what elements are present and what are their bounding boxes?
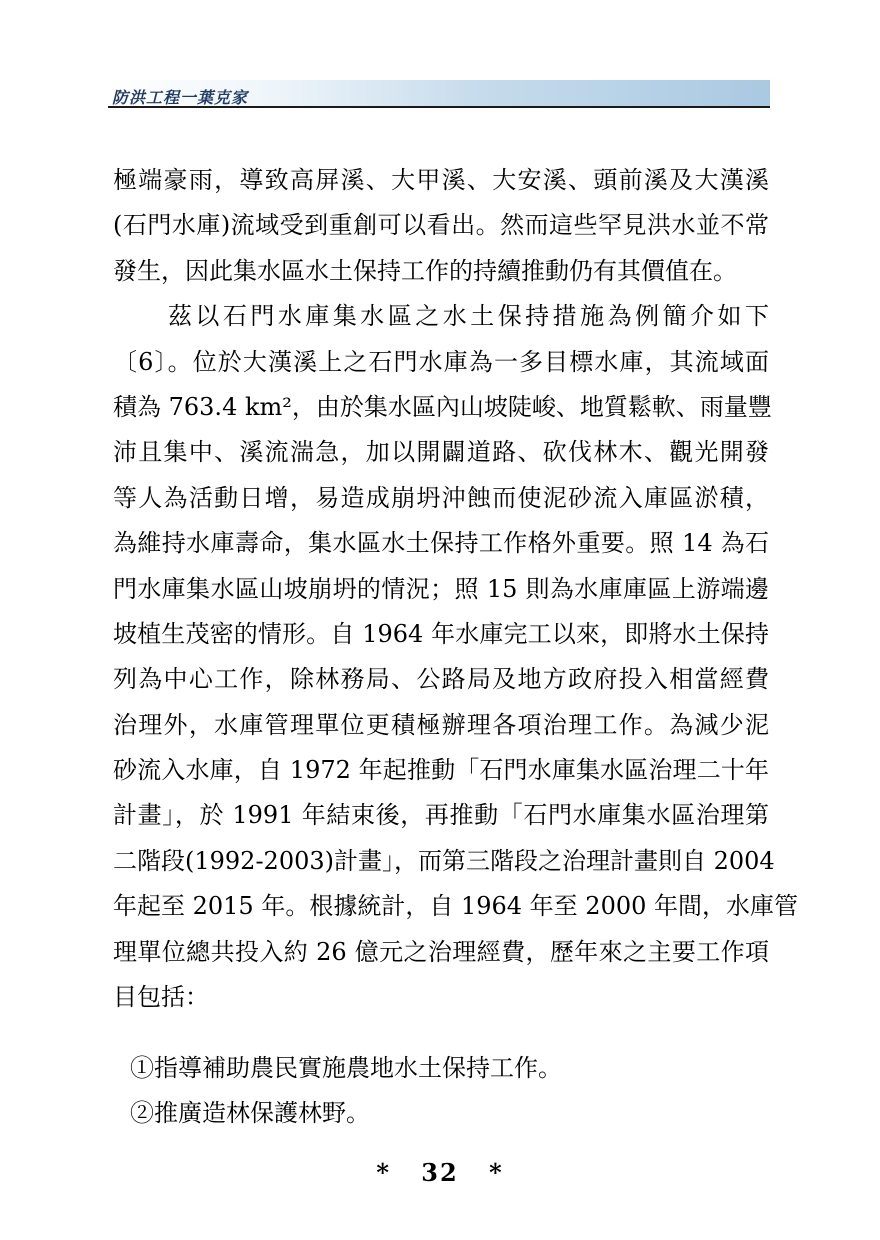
paragraph-line: 發生，因此集水區水土保持工作的持續推動仍有其價值在。 — [113, 256, 737, 285]
paragraph-line: 坡植生茂密的情形。自 1964 年水庫完工以來，即將水土保持 — [113, 619, 769, 648]
list-item: ①指導補助農民實施農地水土保持工作。 — [130, 1054, 562, 1082]
paragraph-line: 等人為活動日增，易造成崩坍沖蝕而使泥砂流入庫區淤積， — [113, 483, 769, 512]
running-header — [108, 80, 770, 108]
page-footer — [0, 1158, 880, 1187]
paragraph-line: 茲以石門水庫集水區之水土保持措施為例簡介如下 — [113, 302, 769, 331]
header-title: 防洪工程一葉克家 — [112, 88, 249, 107]
paragraph-line: 二階段(1992-2003)計畫」，而第三階段之治理計畫則自 2004 — [113, 846, 775, 875]
list-item: ②推廣造林保護林野。 — [130, 1099, 370, 1128]
paragraph-line: 積為 763.4 km²，由於集水區內山坡陡峻、地質鬆軟、雨量豐 — [113, 392, 772, 421]
paragraph-line: 目包括： — [113, 983, 209, 1012]
paragraph-line: 門水庫集水區山坡崩坍的情況；照 15 則為水庫庫區上游端邊 — [113, 574, 769, 603]
paragraph-line: 〔6〕。位於大漢溪上之石門水庫為一多目標水庫，其流域面 — [113, 347, 769, 376]
body-text — [113, 158, 799, 1020]
page-number: 32 — [421, 1158, 459, 1187]
paragraph-line: 沛且集中、溪流湍急，加以開闢道路、砍伐林木、觀光開發 — [113, 438, 769, 467]
paragraph-line: 治理外，水庫管理單位更積極辦理各項治理工作。為減少泥 — [113, 710, 769, 739]
paragraph-line: 列為中心工作，除林務局、公路局及地方政府投入相當經費 — [113, 665, 769, 694]
work-item-list — [130, 1046, 770, 1137]
paragraph-line: 年起至 2015 年。根據統計，自 1964 年至 2000 年間，水庫管 — [113, 892, 799, 921]
paragraph-line: 極端豪雨，導致高屏溪、大甲溪、大安溪、頭前溪及大漢溪 — [113, 166, 769, 194]
paragraph-line: 為維持水庫壽命，集水區水土保持工作格外重要。照 14 為石 — [113, 529, 769, 558]
paragraph-line: 計畫」，於 1991 年結束後，再推動「石門水庫集水區治理第 — [113, 801, 769, 830]
footer-star-left: * — [376, 1158, 391, 1187]
paragraph-line: 理單位總共投入約 26 億元之治理經費，歷年來之主要工作項 — [113, 937, 769, 966]
footer-star-right: * — [489, 1158, 504, 1187]
paragraph-line: 砂流入水庫，自 1972 年起推動「石門水庫集水區治理二十年 — [113, 756, 769, 785]
paragraph-line: (石門水庫)流域受到重創可以看出。然而這些罕見洪水並不常 — [113, 211, 769, 240]
